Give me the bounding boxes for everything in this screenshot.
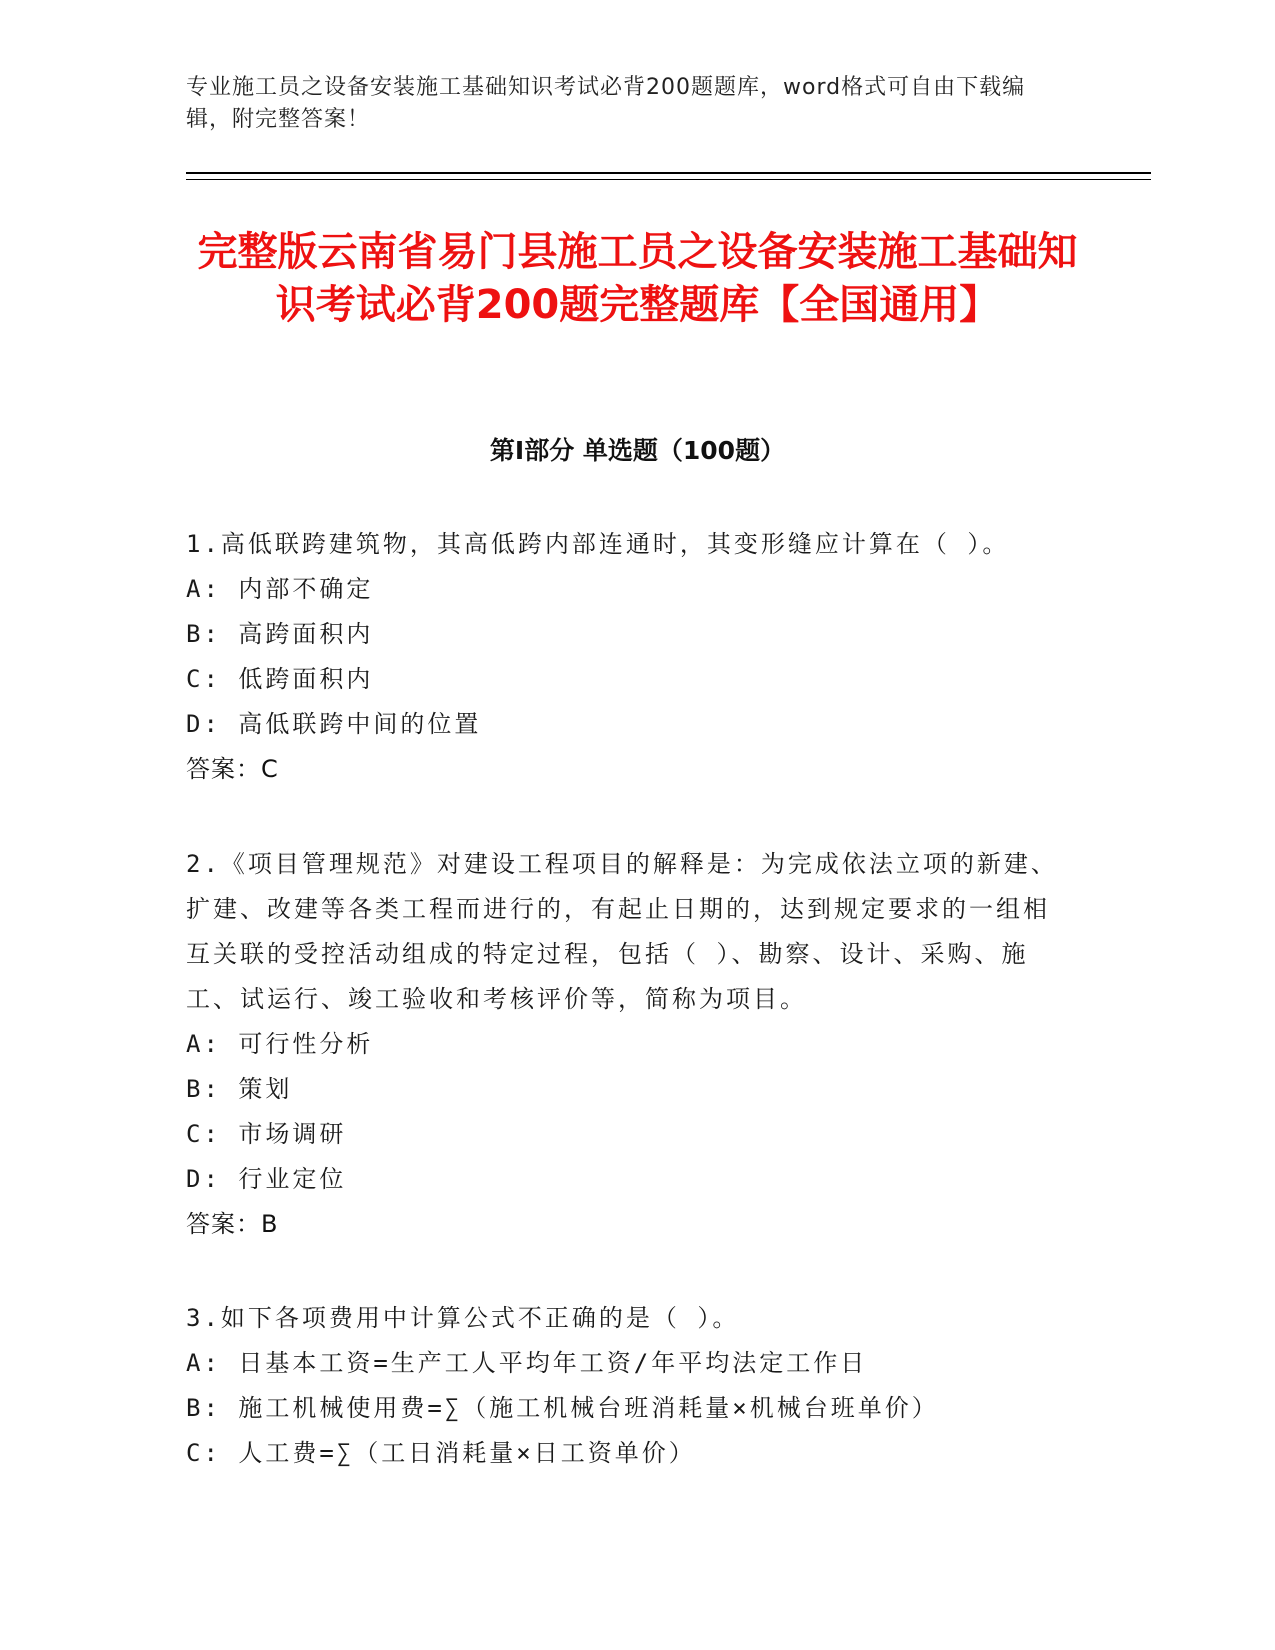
- question-stem: 1.高低联跨建筑物，其高低跨内部连通时，其变形缝应计算在（ ）。: [186, 530, 1010, 558]
- option-b: B: 策划: [186, 1075, 293, 1103]
- header-note: 专业施工员之设备安装施工基础知识考试必背200题题库，word格式可自由下载编辑，附完整答案！: [186, 75, 1026, 132]
- question-2: [186, 842, 1066, 1247]
- option-b: B: 施工机械使用费=∑（施工机械台班消耗量×机械台班单价）: [186, 1394, 939, 1422]
- option-a: A: 日基本工资=生产工人平均年工资/年平均法定工作日: [186, 1349, 868, 1377]
- header-divider-thick: [186, 172, 1151, 174]
- option-c: C: 市场调研: [186, 1120, 347, 1148]
- answer: 答案：C: [186, 755, 279, 783]
- header-divider-thin: [186, 179, 1151, 180]
- option-c: C: 人工费=∑（工日消耗量×日工资单价）: [186, 1439, 696, 1467]
- question-3: [186, 1296, 1066, 1476]
- section-title: 第Ⅰ部分 单选题（100题）: [489, 436, 786, 465]
- document-title: 完整版云南省易门县施工员之设备安装施工基础知识考试必背200题完整题库【全国通用】: [197, 229, 1078, 328]
- answer: 答案：B: [186, 1210, 279, 1238]
- question-stem: 3.如下各项费用中计算公式不正确的是（ ）。: [186, 1304, 740, 1332]
- option-a: A: 内部不确定: [186, 575, 374, 603]
- question-stem: 2.《项目管理规范》对建设工程项目的解释是：为完成依法立项的新建、扩建、改建等各类工程而进行的，有起止日期的，达到规定要求的一组相互关联的受控活动组成的特定过程，包括（ ）、勘察、设计、采购、施工、试运行、竣工验收和考核评价等，简称为项目。: [186, 850, 1058, 1013]
- option-b: B: 高跨面积内: [186, 620, 374, 648]
- option-d: D: 行业定位: [186, 1165, 347, 1193]
- question-1: [186, 522, 1066, 792]
- option-c: C: 低跨面积内: [186, 665, 374, 693]
- option-a: A: 可行性分析: [186, 1030, 374, 1058]
- option-d: D: 高低联跨中间的位置: [186, 710, 482, 738]
